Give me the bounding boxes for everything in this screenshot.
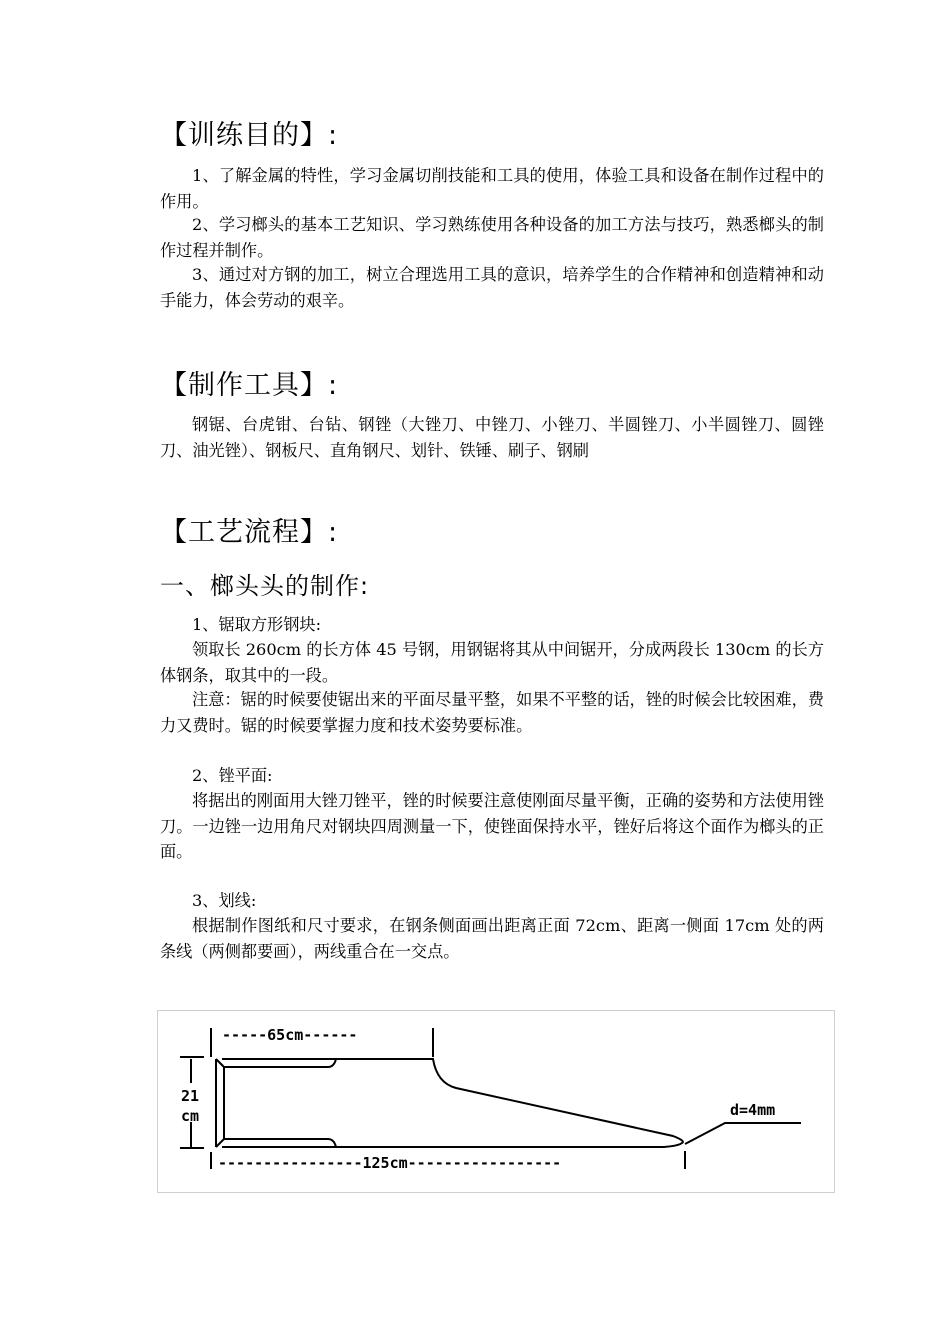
step2-title: 2、锉平面: [192, 766, 273, 785]
purpose-heading: 【训练目的】: [160, 120, 339, 151]
hammer-head-drawing [157, 1010, 835, 1193]
top-dimension-label: -----65cm------ [222, 1026, 358, 1044]
corner-bottom [216, 1139, 224, 1147]
height-dimension-number: 21 [181, 1087, 200, 1105]
hammer-outline [222, 1059, 683, 1147]
step2-text: 将据出的刚面用大锉刀锉平，锉的时候要注意使刚面尽量平衡，正确的姿势和方法使用锉刀。一边锉一边用角尺对钢块四周测量一下，使锉面保持水平，锉好后将这个面作为榔头的正面。 [160, 791, 824, 861]
height-dimension-unit: cm [181, 1107, 200, 1125]
hammer-head-svg [158, 1011, 836, 1194]
purpose-item-3: 3、通过对方钢的加工，树立合理选用工具的意识，培养学生的合作精神和创造精神和动手能力，体会劳动的艰辛。 [160, 265, 824, 310]
corner-top [216, 1059, 224, 1067]
tip-leader-line [685, 1123, 801, 1144]
step1-note: 注意：锯的时候要使锯出来的平面尽量平整，如果不平整的话，锉的时候会比较困难，费力又费时。锯的时候要掌握力度和技术姿势要标准。 [160, 690, 824, 735]
step1-text: 领取长 260cm 的长方体 45 号钢，用钢锯将其从中间锯开，分成两段长 130cm 的长方体钢条，取其中的一段。 [160, 640, 824, 685]
tools-text: 钢锯、台虎钳、台钻、钢锉（大锉刀、中锉刀、小锉刀、半圆锉刀、小半圆锉刀、圆锉刀、油光锉）、钢板尺、直角钢尺、划针、铁锤、刷子、钢刷 [160, 415, 824, 460]
step1-title: 1、锯取方形钢块: [192, 615, 322, 634]
top-chamfer-line [224, 1059, 336, 1067]
step3-title: 3、划线: [192, 891, 257, 910]
step3-text: 根据制作图纸和尺寸要求，在钢条侧面画出距离正面 72cm、距离一侧面 17cm 处的两条线（两侧都要画），两线重合在一交点。 [160, 916, 824, 961]
bottom-chamfer-line [224, 1139, 336, 1147]
process-subheading: 一、榔头头的制作: [160, 572, 370, 600]
tip-radius-label: d=4mm [730, 1101, 776, 1119]
bottom-dimension-label: ----------------125cm----------------- [218, 1154, 562, 1172]
process-heading: 【工艺流程】: [160, 517, 339, 548]
purpose-item-1: 1、了解金属的特性，学习金属切削技能和工具的使用，体验工具和设备在制作过程中的作用。 [160, 166, 824, 211]
tools-heading: 【制作工具】: [160, 370, 339, 401]
purpose-item-2: 2、学习榔头的基本工艺知识、学习熟练使用各种设备的加工方法与技巧，熟悉榔头的制作过程并制作。 [160, 215, 824, 260]
